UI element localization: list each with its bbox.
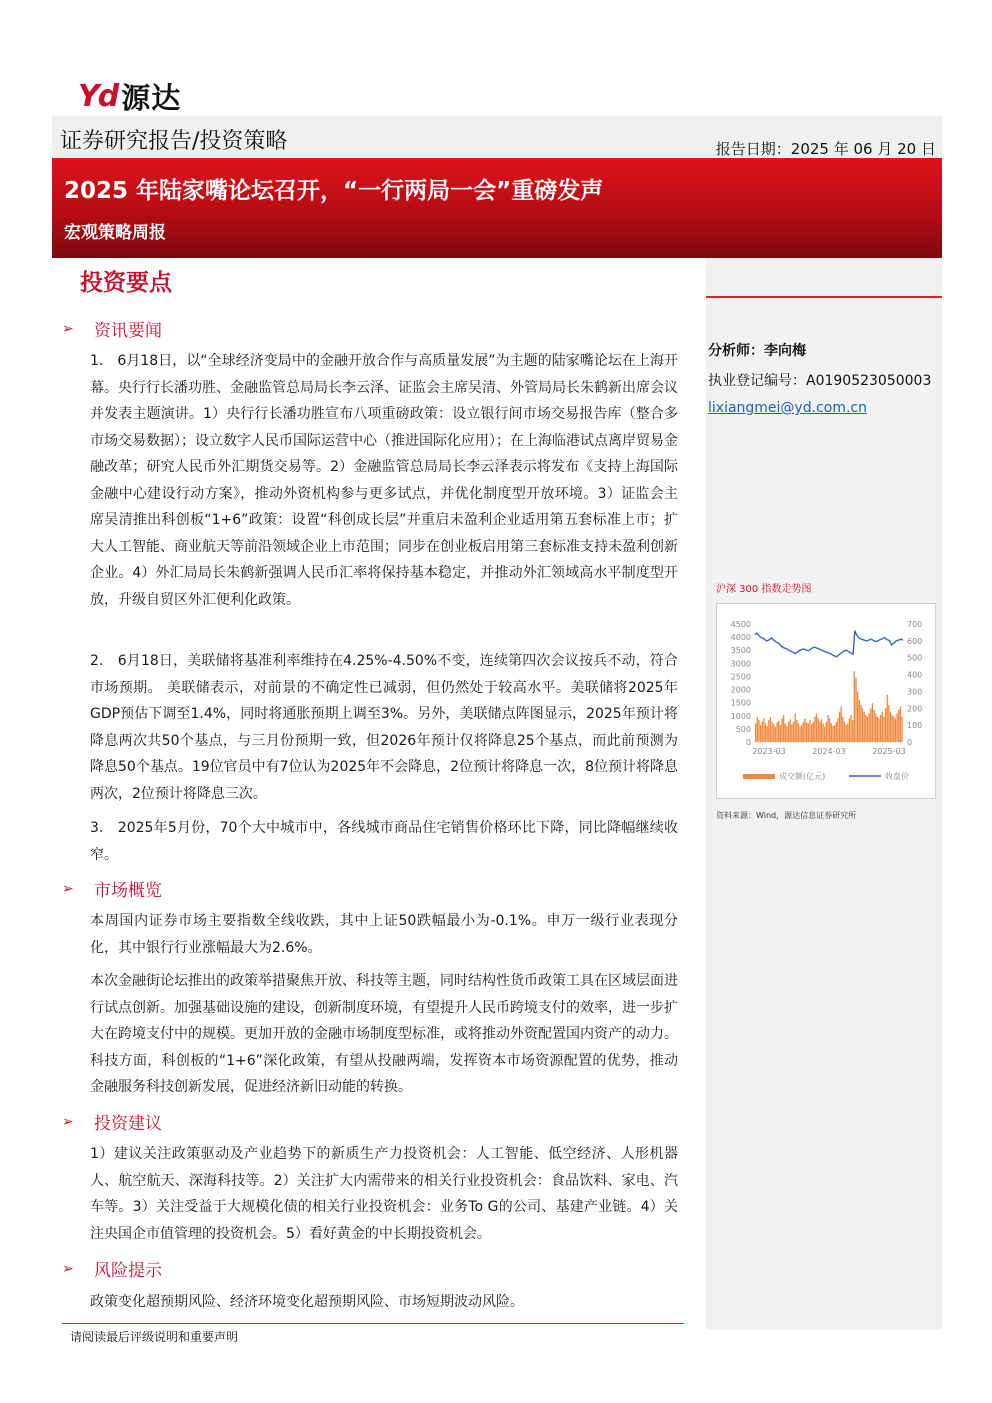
y-right-tick-label: 700	[907, 620, 923, 629]
volume-bar	[791, 724, 792, 742]
volume-bar	[877, 717, 878, 742]
volume-bar	[855, 678, 856, 742]
section-heading-advice	[62, 1109, 162, 1134]
volume-bar	[860, 705, 861, 742]
hs300-chart	[716, 603, 936, 799]
legend-volume-label: 成交额(亿元)	[779, 772, 826, 781]
volume-bar	[757, 717, 758, 742]
y-left-tick-label: 4000	[730, 633, 751, 643]
volume-bar	[839, 712, 840, 742]
volume-bar	[819, 722, 820, 742]
chevron-right-icon: ➢	[62, 1260, 74, 1277]
y-right-tick-label: 400	[907, 670, 923, 680]
volume-bar	[822, 723, 823, 742]
volume-bar	[770, 717, 771, 742]
volume-bar	[803, 722, 804, 742]
volume-bar	[865, 715, 866, 742]
volume-bar	[808, 723, 809, 742]
y-left-tick-label: 1500	[730, 698, 751, 708]
y-left-tick-label: 2000	[730, 685, 751, 695]
volume-bar	[893, 717, 894, 742]
volume-bar	[836, 722, 837, 742]
volume-bar	[794, 713, 795, 742]
volume-bar	[864, 712, 865, 742]
volume-bar	[811, 724, 812, 742]
market-paragraph-1: 本周国内证券市场主要指数全线收跌，其中上证50跌幅最小为-0.1%。申万一级行业表现分化，其中银行行业涨幅最大为2.6%。	[90, 913, 678, 956]
volume-bar	[804, 718, 805, 742]
volume-bar	[763, 718, 764, 742]
news-paragraph-1: 1. 6月18日，以“全球经济变局中的金融开放合作与高质量发展”为主题的陆家嘴论坛在上海开幕。央行行长潘功胜、金融监管总局局长李云泽、证监会主席吴清、外管局局长朱鹤新出席会议并发表主题演讲。1）央行行长潘功胜宣布八项重磅政策：设立银行间市场交易报告库（整合多市场交易数据）；设立数字人民币国际运营中心（推进国际化应用）；在上海临港试点离岸贸易金融改革；研究人民币外汇期货交易等。2）金融监管总局局长李云泽表示将发布《支持上海国际金融中心建设行动方案》，推动外资机构参与更多试点，并优化制度型开放环境。3）证监会主席吴清推出科创板“1+6”政策：设置“科创成长层”并重启未盈利企业适用第五套标准上市；扩大人工智能、商业航天等前沿领域企业上市范围；同步在创业板启用第三套标准支持未盈利创新企业。4）外汇局局长朱鹤新强调人民币汇率将保持基本稳定，并推动外汇领域高水平制度型开放，升级自贸区外汇便利化政策。	[90, 353, 678, 608]
volume-bar	[878, 718, 879, 742]
volume-bar	[891, 715, 892, 742]
volume-bar	[867, 717, 868, 742]
volume-bar	[755, 723, 756, 742]
volume-bar	[849, 718, 850, 742]
logo-mark: Yd	[78, 79, 118, 114]
volume-bar	[773, 724, 774, 742]
market-paragraph-2: 本次金融街论坛推出的政策举措聚焦开放、科技等主题，同时结构性货币政策工具在区域层面进行试点创新。加强基础设施的建设，创新制度环境，有望提升人民币跨境支付的效率，进一步扩大在跨境支付中的规模。更加开放的金融市场制度型标准，或将推动外资配置国内资产的动力。科技方面，科创板的“1+6”深化政策，有望从投融两端，发挥资本市场资源配置的优势，推动金融服务科技创新发展，促进经济新旧动能的转换。	[90, 973, 678, 1095]
volume-bar	[831, 723, 832, 742]
y-left-tick-label: 3500	[730, 646, 751, 656]
chart-canvas	[717, 604, 937, 800]
volume-bar	[829, 718, 830, 742]
analyst-email-link[interactable]: lixiangmei@yd.com.cn	[708, 400, 867, 416]
volume-bar	[780, 725, 781, 742]
volume-bar	[778, 721, 779, 742]
volume-bar	[817, 718, 818, 742]
volume-bar	[806, 723, 807, 742]
x-tick-label: 2025-03	[872, 747, 906, 756]
x-tick-label: 2023-03	[752, 747, 786, 756]
volume-bar	[814, 717, 815, 742]
volume-bar	[788, 722, 789, 742]
volume-bar	[890, 712, 891, 742]
y-left-tick-label: 500	[735, 724, 751, 734]
volume-bar	[880, 715, 881, 742]
volume-bar	[834, 725, 835, 742]
sidebar-divider	[706, 296, 942, 298]
volume-bar	[771, 722, 772, 742]
y-left-tick-label: 3000	[730, 659, 751, 669]
y-left-tick-label: 4500	[730, 620, 751, 629]
volume-bar	[781, 718, 782, 742]
volume-bar	[859, 700, 860, 742]
report-type: 证券研究报告/投资策略	[60, 129, 288, 154]
report-title: 2025 年陆家嘴论坛召开，“一行两局一会”重磅发声	[64, 178, 604, 204]
volume-bar	[826, 722, 827, 742]
volume-bar	[888, 705, 889, 742]
section-heading-news	[62, 316, 162, 341]
volume-bar	[870, 708, 871, 742]
volume-bar	[790, 719, 791, 742]
volume-bar	[896, 713, 897, 742]
section-heading-label: 市场概览	[94, 881, 162, 901]
volume-bar	[765, 723, 766, 742]
chart-title: 沪深 300 指数走势图	[716, 584, 812, 595]
y-right-tick-label: 500	[907, 653, 923, 663]
volume-bar	[762, 722, 763, 742]
y-right-tick-label: 300	[907, 687, 923, 697]
title-banner	[52, 158, 942, 258]
news-paragraph-2: 2. 6月18日，美联储将基准利率维持在4.25%-4.50%不变，连续第四次会议按兵不动，符合市场预期。 美联储表示，对前景的不确定性已减弱，但仍然处于较高水平。美联储将2025年GDP预估下调至1.4%，同时将通胀预期上调至3%。另外，美联储点阵图显示，2025年预计将降息两次共50个基点，与三月份预期一致，但2026年预计仅将降息25个基点，而此前预测为降息50个基点。19位官员中有7位认为2025年不会降息，2位预计将降息一次，8位预计将降息两次，2位预计将降息三次。	[90, 653, 678, 802]
analyst-license: 执业登记编号：A0190523050003	[708, 373, 932, 389]
volume-bar	[885, 708, 886, 742]
volume-bar	[786, 726, 787, 742]
report-date: 报告日期：2025 年 06 月 20 日	[715, 140, 936, 158]
volume-bar	[847, 723, 848, 742]
chart-source: 资料来源：Wind，源达信息证券研究所	[716, 811, 857, 820]
volume-bar	[767, 726, 768, 742]
volume-bar	[768, 720, 769, 742]
volume-bar	[783, 715, 784, 742]
section-heading-market	[62, 876, 162, 901]
legend-volume-swatch	[743, 774, 775, 779]
volume-bar	[895, 718, 896, 742]
volume-bar	[816, 713, 817, 742]
section-heading-label: 投资建议	[94, 1114, 162, 1134]
legend-price-label: 收盘价	[885, 772, 909, 781]
volume-bar	[824, 727, 825, 742]
volume-bar	[775, 727, 776, 742]
volume-bar	[898, 710, 899, 742]
volume-bar	[882, 712, 883, 742]
volume-bar	[813, 722, 814, 742]
volume-bar	[809, 720, 810, 742]
volume-bar	[760, 725, 761, 742]
volume-bar	[776, 723, 777, 742]
logo	[78, 76, 181, 117]
volume-bar	[844, 722, 845, 742]
volume-bar	[862, 708, 863, 742]
y-right-tick-label: 0	[907, 738, 913, 747]
volume-bar	[872, 703, 873, 742]
y-left-tick-label: 2500	[730, 672, 751, 682]
close-price-line	[755, 631, 903, 657]
volume-bar	[785, 723, 786, 742]
section-heading-label: 资讯要闻	[94, 321, 162, 341]
volume-bar	[799, 727, 800, 742]
footer-divider	[62, 1323, 684, 1324]
logo-text: 源达	[121, 81, 182, 115]
chevron-right-icon: ➢	[62, 1113, 74, 1130]
main-title: 投资要点	[80, 270, 172, 296]
y-left-tick-label: 1000	[730, 711, 751, 721]
volume-bar	[821, 719, 822, 742]
footer-disclaimer: 请阅读最后评级说明和重要声明	[70, 1330, 239, 1344]
volume-bar	[796, 720, 797, 742]
y-left-tick-label: 0	[745, 738, 751, 747]
y-right-tick-label: 100	[907, 721, 923, 731]
volume-bar	[841, 707, 842, 742]
volume-bar	[857, 691, 858, 742]
volume-bar	[875, 713, 876, 742]
volume-bar	[868, 713, 869, 742]
volume-bar	[850, 715, 851, 742]
volume-bar	[845, 725, 846, 742]
y-right-tick-label: 200	[907, 704, 923, 714]
volume-bar	[901, 717, 902, 742]
chevron-right-icon: ➢	[62, 320, 74, 337]
volume-bar	[900, 707, 901, 742]
risk-paragraph: 政策变化超预期风险、经济环境变化超预期风险、市场短期波动风险。	[90, 1294, 524, 1310]
volume-bar	[883, 717, 884, 742]
section-heading-label: 风险提示	[94, 1261, 162, 1281]
volume-bar	[832, 726, 833, 742]
volume-bar	[854, 671, 855, 742]
volume-bar	[837, 718, 838, 742]
volume-bar	[758, 720, 759, 742]
y-right-tick-label: 600	[907, 636, 923, 646]
volume-bar	[852, 720, 853, 742]
report-subtitle: 宏观策略周报	[64, 223, 166, 243]
volume-bar	[798, 723, 799, 742]
volume-bar	[842, 717, 843, 742]
x-tick-label: 2024-03	[812, 747, 846, 756]
volume-bar	[801, 725, 802, 742]
advice-paragraph: 1）建议关注政策驱动及产业趋势下的新质生产力投资机会：人工智能、低空经济、人形机器人、航空航天、深海科技等。2）关注扩大内需带来的相关行业投资机会：食品饮料、家电、汽车等。3）关注受益于大规模化债的相关行业投资机会：业务To G的公司、基建产业链。4）关注央国企市值管理的投资机会。5）看好黄金的中长期投资机会。	[90, 1146, 678, 1242]
chevron-right-icon: ➢	[62, 880, 74, 897]
volume-bar	[827, 715, 828, 742]
analyst-name: 分析师：李向梅	[708, 343, 806, 359]
news-paragraph-3: 3. 2025年5月份，70个大中城市中，各线城市商品住宅销售价格环比下降，同比降幅继续收窄。	[90, 820, 678, 863]
volume-bar	[873, 710, 874, 742]
volume-bar	[793, 722, 794, 742]
section-heading-risk	[62, 1256, 162, 1281]
volume-bar	[887, 695, 888, 742]
